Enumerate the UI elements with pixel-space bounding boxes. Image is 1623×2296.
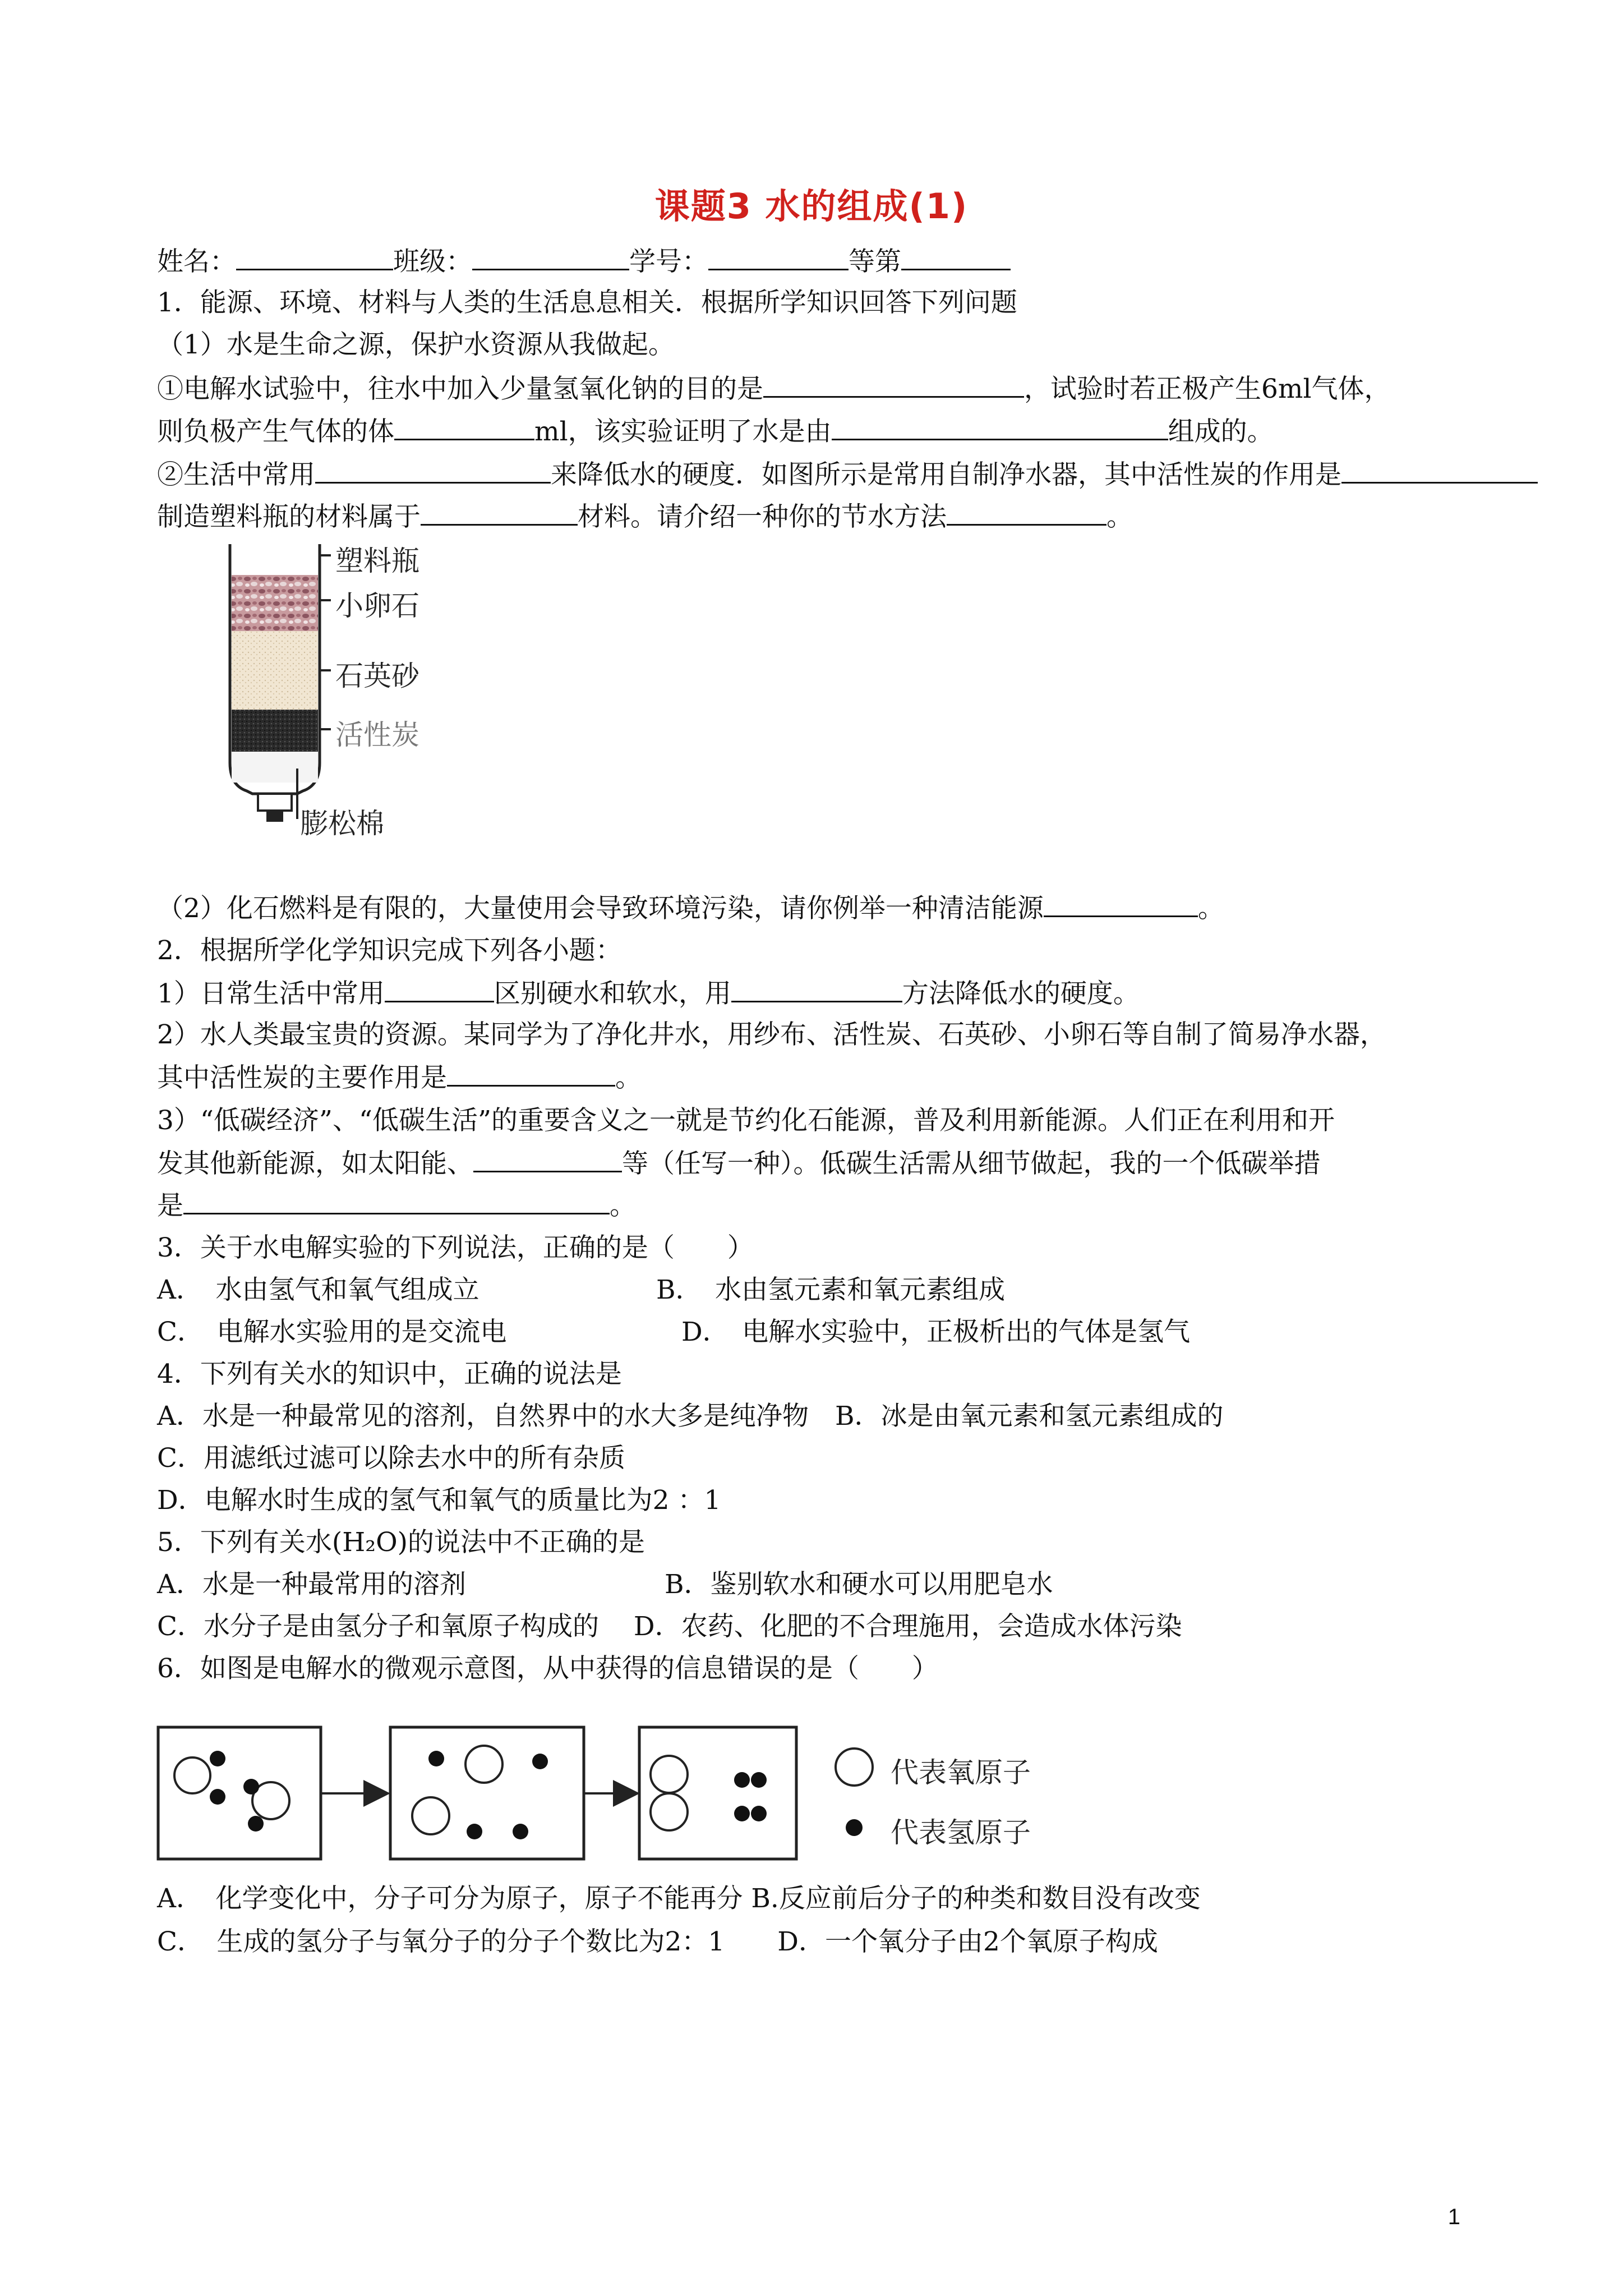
- label-activated-carbon: 活性炭: [335, 719, 419, 751]
- q3-option-b[interactable]: B． 水由氢元素和氧元素组成: [656, 1274, 1006, 1305]
- q3-option-a[interactable]: A． 水由氢气和氧气组成立: [157, 1274, 479, 1305]
- q1-l3-text-b: 来降低水的硬度．如图所示是常用自制净水器，其中活性炭的作用是: [551, 459, 1341, 490]
- q6-stem: 6．如图是电解水的微观示意图，从中获得的信息错误的是（ ）: [157, 1653, 938, 1684]
- q3-option-d[interactable]: D． 电解水实验中，正极析出的气体是氢气: [681, 1317, 1191, 1347]
- q1-blank-clean-energy[interactable]: [1044, 891, 1198, 917]
- q1-l4-text-a: 制造塑料瓶的材料属于: [157, 501, 421, 532]
- legend-hydrogen-label: 代表氢原子: [891, 1816, 1031, 1849]
- q2-l5-text-a: 发其他新能源，如太阳能、: [157, 1148, 473, 1179]
- page-number: 1: [1447, 2205, 1460, 2229]
- q2-blank-new-energy[interactable]: [473, 1146, 622, 1172]
- q1-line2: [157, 414, 1274, 449]
- box-after: [639, 1727, 796, 1859]
- q2-line2: 2）水人类最宝贵的资源。某同学为了净化井水，用纱布、活性炭、石英砂、小卵石等自制了简易净水器，: [157, 1019, 1386, 1050]
- electrolysis-micro-diagram: [156, 1725, 1109, 1865]
- q2-l1-text-b: 区别硬水和软水，用: [494, 978, 731, 1009]
- q2-line5: [157, 1146, 1321, 1181]
- q2-line3: [157, 1060, 642, 1095]
- q3-option-c[interactable]: C． 电解水实验用的是交流电: [157, 1317, 507, 1347]
- q1-sub2: [157, 891, 1224, 926]
- class-blank[interactable]: [472, 244, 629, 270]
- q1-l4-text-c: 。: [1106, 501, 1133, 532]
- q1-blank-naoh[interactable]: [763, 371, 1024, 398]
- q2-l3-text-b: 。: [615, 1062, 642, 1093]
- oxygen-atom-legend-icon: [836, 1749, 873, 1786]
- q1-blank-material[interactable]: [421, 499, 578, 526]
- q5-option-b[interactable]: B．鉴别软水和硬水可以用肥皂水: [665, 1569, 1053, 1600]
- q1-blank-softening[interactable]: [315, 457, 551, 484]
- student-info-line: [157, 244, 1011, 279]
- q2-blank-distinguish[interactable]: [385, 976, 494, 1002]
- q1-sub2-text-b: 。: [1197, 893, 1224, 924]
- q2-l6-text-b: 。: [610, 1190, 636, 1221]
- hydrogen-atom-legend-icon: [846, 1819, 863, 1836]
- q1-blank-saving[interactable]: [947, 499, 1106, 526]
- q2-l3-text-a: 其中活性炭的主要作用是: [157, 1062, 447, 1093]
- q2-l1-text-a: 1）日常生活中常用: [157, 978, 385, 1009]
- q1-line4: [157, 499, 1133, 534]
- q1-l1-text-b: ，试验时若正极产生6ml气体，: [1024, 374, 1391, 404]
- water-filter-figure: [185, 539, 533, 853]
- q1-l1-text-a: ①电解水试验中，往水中加入少量氢氧化钠的目的是: [157, 374, 763, 404]
- q6-options-ab[interactable]: A． 化学变化中，分子可分为原子，原子不能再分 B.反应前后分子的种类和数目没有改变: [157, 1883, 1201, 1914]
- id-label: 学号：: [629, 246, 708, 277]
- q1-blank-composition[interactable]: [832, 414, 1168, 440]
- label-cotton: 膨松棉: [300, 807, 384, 840]
- q1-line3: [157, 457, 1538, 492]
- grade-blank[interactable]: [901, 244, 1011, 270]
- grade-label: 等第: [849, 246, 901, 277]
- q1-sub1: （1）水是生命之源，保护水资源从我做起。: [157, 329, 675, 360]
- id-blank[interactable]: [708, 244, 849, 270]
- q5-options-cd[interactable]: C．水分子是由氢分子和氧原子构成的 D．农药、化肥的不合理施用，会造成水体污染: [157, 1611, 1182, 1642]
- q6-options-cd[interactable]: C． 生成的氢分子与氧分子的分子个数比为2：1 D．一个氧分子由2个氧原子构成: [157, 1926, 1158, 1957]
- q2-blank-low-carbon[interactable]: [183, 1188, 610, 1214]
- name-blank[interactable]: [236, 244, 393, 270]
- q1-l3-text-a: ②生活中常用: [157, 459, 315, 490]
- q2-line4: 3）“低碳经济”、“低碳生活”的重要含义之一就是节约化石能源，普及利用新能源。人们正在利用和开: [157, 1105, 1335, 1136]
- page-title: 课题3 水的组成(1): [654, 186, 969, 227]
- q1-l2-text-c: 组成的。: [1168, 416, 1274, 447]
- q2-l6-text-a: 是: [157, 1190, 183, 1221]
- label-quartz-sand: 石英砂: [335, 660, 419, 692]
- label-plastic-bottle: 塑料瓶: [335, 545, 419, 577]
- q1-stem: 1．能源、环境、材料与人类的生活息息相关．根据所学知识回答下列问题: [157, 287, 1017, 318]
- q1-blank-carbon[interactable]: [1341, 457, 1538, 484]
- q2-l1-text-c: 方法降低水的硬度。: [902, 978, 1140, 1009]
- outlet-tip: [266, 811, 283, 822]
- q2-blank-carbon-role[interactable]: [447, 1060, 615, 1087]
- q2-l5-text-b: 等（任写一种）。低碳生活需从细节做起，我的一个低碳举措: [622, 1148, 1321, 1179]
- q1-sub2-text-a: （2）化石燃料是有限的，大量使用会导致环境污染，请你例举一种清洁能源: [157, 893, 1044, 924]
- legend-oxygen-label: 代表氧原子: [891, 1756, 1031, 1789]
- q2-stem: 2．根据所学化学知识完成下列各小题：: [157, 935, 622, 966]
- q1-blank-volume[interactable]: [394, 414, 534, 440]
- q2-line6: [157, 1188, 636, 1223]
- pebble-layer: [232, 575, 318, 631]
- outlet: [258, 794, 292, 811]
- carbon-layer: [232, 710, 318, 752]
- q4-stem: 4．下列有关水的知识中，正确的说法是: [157, 1359, 622, 1389]
- label-pebbles: 小卵石: [335, 590, 419, 622]
- q1-l2-text-b: ml，该实验证明了水是由: [534, 416, 832, 447]
- q1-line1: [157, 371, 1391, 406]
- q4-option-c[interactable]: C．用滤纸过滤可以除去水中的所有杂质: [157, 1443, 625, 1474]
- q1-l2-text-a: 则负极产生气体的体: [157, 416, 394, 447]
- q5-option-a[interactable]: A．水是一种最常用的溶剂: [157, 1569, 466, 1600]
- q2-blank-method[interactable]: [731, 976, 902, 1002]
- box-before: [158, 1727, 321, 1859]
- q5-stem: 5．下列有关水(H₂O)的说法中不正确的是: [157, 1527, 645, 1558]
- q2-line1: [157, 976, 1140, 1011]
- q3-stem: 3．关于水电解实验的下列说法，正确的是（ ）: [157, 1232, 754, 1263]
- name-label: 姓名：: [157, 246, 236, 277]
- q4-options-ab[interactable]: A．水是一种最常见的溶剂，自然界中的水大多是纯净物 B．冰是由氧元素和氢元素组成的: [157, 1401, 1224, 1432]
- sand-layer: [232, 631, 318, 710]
- cotton-layer: [232, 752, 318, 783]
- q1-l4-text-b: 材料。请介绍一种你的节水方法: [578, 501, 947, 532]
- class-label: 班级：: [393, 246, 472, 277]
- q4-option-d[interactable]: D．电解水时生成的氢气和氧气的质量比为2 ：1: [157, 1485, 721, 1516]
